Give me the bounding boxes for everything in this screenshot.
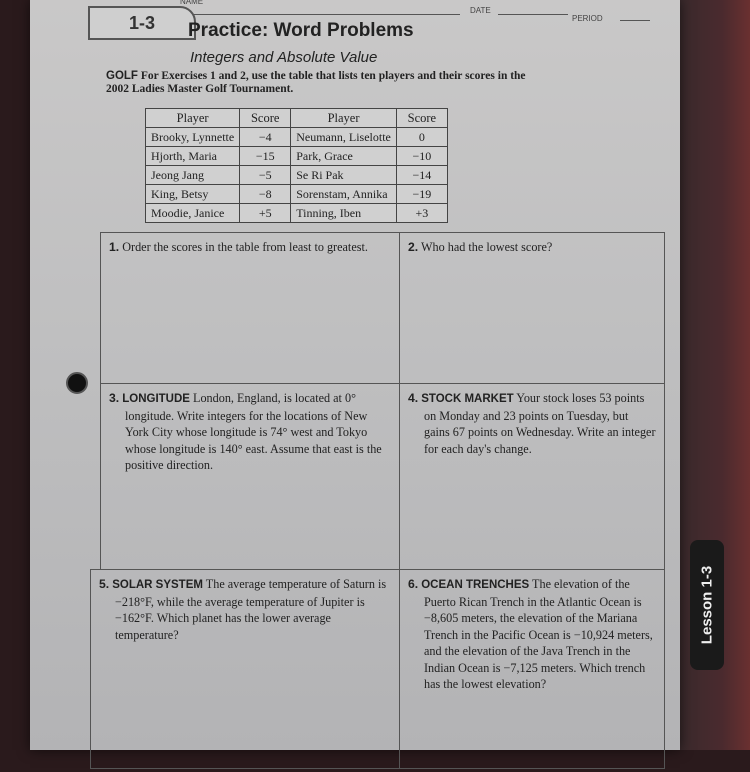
table-header-row — [146, 109, 448, 128]
question-text: Who had the lowest score? — [421, 240, 553, 254]
player-cell: Moodie, Janice — [146, 204, 240, 223]
lesson-number: 1-3 — [88, 6, 196, 40]
period-line — [620, 20, 650, 21]
score-cell: +5 — [240, 204, 291, 223]
table-row — [146, 128, 448, 147]
date-line — [498, 14, 568, 15]
question-6-box[interactable] — [399, 569, 665, 769]
header-score-2: Score — [396, 109, 447, 128]
question-number: 1. — [109, 240, 120, 254]
score-cell: −14 — [396, 166, 447, 185]
page-title: Practice: Word Problems — [188, 20, 414, 41]
question-number: 3. — [109, 391, 120, 405]
name-label: NAME — [180, 0, 204, 6]
question-5-box[interactable] — [90, 569, 400, 769]
question-4-box[interactable] — [399, 383, 665, 570]
question-text: Your stock loses 53 points on Monday and 23 points on Tuesday, but gains 67 points on Wednesday. Write an integer for each day's change. — [424, 391, 656, 456]
question-label: STOCK MARKET — [421, 393, 514, 405]
question-text: Order the scores in the table from least to greatest. — [122, 240, 368, 254]
player-cell: King, Betsy — [146, 185, 240, 204]
question-1-box[interactable] — [100, 232, 400, 384]
player-cell: Neumann, Liselotte — [291, 128, 397, 147]
question-number: 6. — [408, 577, 419, 591]
worksheet-page — [30, 0, 680, 750]
page-subtitle: Integers and Absolute Value — [190, 49, 378, 66]
question-label: LONGITUDE — [122, 393, 190, 405]
header-score-1: Score — [240, 109, 291, 128]
table-row — [146, 204, 448, 223]
player-cell: Tinning, Iben — [291, 204, 397, 223]
player-cell: Park, Grace — [291, 147, 397, 166]
question-label: SOLAR SYSTEM — [112, 579, 203, 591]
score-cell: −15 — [240, 147, 291, 166]
question-label: OCEAN TRENCHES — [421, 579, 530, 591]
table-row — [146, 147, 448, 166]
question-number: 5. — [99, 577, 110, 591]
score-cell: −4 — [240, 128, 291, 147]
header-player-2: Player — [291, 109, 397, 128]
player-cell: Se Ri Pak — [291, 166, 397, 185]
score-cell: −10 — [396, 147, 447, 166]
golf-scores-table — [145, 108, 448, 223]
score-cell: −19 — [396, 185, 447, 204]
question-text: The average temperature of Saturn is −218°F, while the average temperature of Jupiter is −162°F. Which planet has the lower average temperature? — [115, 577, 387, 642]
score-cell: +3 — [396, 204, 447, 223]
questions-grid — [75, 232, 665, 772]
question-text: London, England, is located at 0° longitude. Write integers for the locations of New York City whose longitude is 74° west and Tokyo whose longitude is 140° east. Assume that east is the positive direction. — [125, 391, 382, 472]
header-lines — [180, 0, 660, 22]
score-cell: 0 — [396, 128, 447, 147]
score-cell: −5 — [240, 166, 291, 185]
date-label: DATE — [470, 6, 491, 15]
question-text: The elevation of the Puerto Rican Trench in the Atlantic Ocean is −8,605 meters, the elevation of the Mariana Trench in the Pacific Ocean is −10,924 meters, and the elevation of the Java Trench in the Indian Ocean is −7,125 meters. Which trench has the lowest elevation? — [424, 577, 653, 691]
name-line — [180, 14, 460, 15]
intro-body: For Exercises 1 and 2, use the table that lists ten players and their scores in the 2002 Ladies Master Golf Tournament. — [106, 70, 526, 95]
player-cell: Hjorth, Maria — [146, 147, 240, 166]
score-cell: −8 — [240, 185, 291, 204]
side-tab-label: Lesson 1-3 — [698, 565, 716, 645]
question-number: 4. — [408, 391, 419, 405]
period-label: PERIOD — [572, 14, 603, 23]
player-cell: Jeong Jang — [146, 166, 240, 185]
question-number: 2. — [408, 240, 419, 254]
intro-tag: GOLF — [106, 70, 138, 82]
player-cell: Sorenstam, Annika — [291, 185, 397, 204]
table-row — [146, 185, 448, 204]
table-row — [146, 166, 448, 185]
intro-text — [106, 70, 546, 96]
player-cell: Brooky, Lynnette — [146, 128, 240, 147]
question-2-box[interactable] — [399, 232, 665, 384]
header-player-1: Player — [146, 109, 240, 128]
question-3-box[interactable] — [100, 383, 400, 570]
lesson-side-tab — [690, 540, 724, 670]
